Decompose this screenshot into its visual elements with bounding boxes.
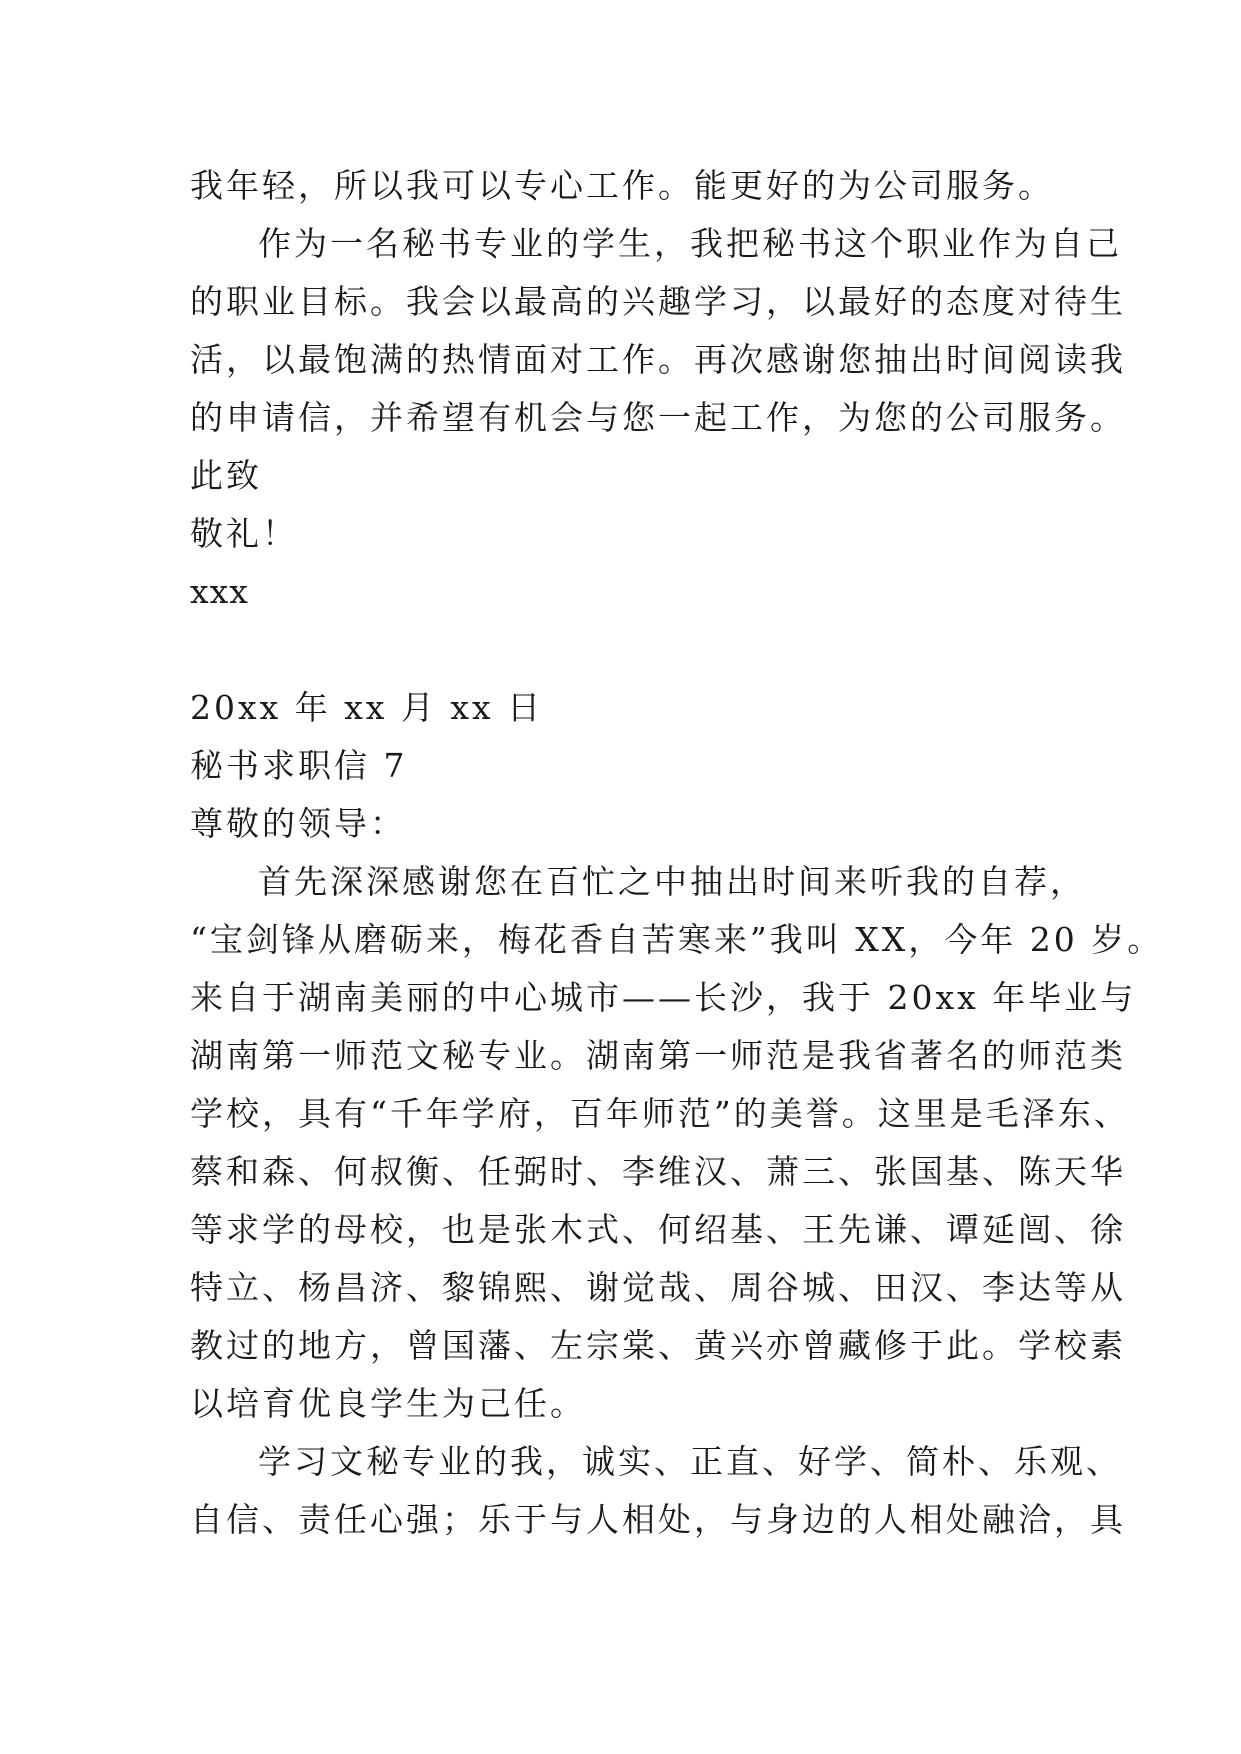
paragraph-line: 特立、杨昌济、黎锦熙、谢觉哉、周谷城、田汉、李达等从 [190, 1268, 1126, 1307]
paragraph-line: 学习文秘专业的我，诚实、正直、好学、简朴、乐观、 [258, 1442, 1122, 1481]
paragraph-line: 蔡和森、何叔衡、任弼时、李维汉、萧三、张国基、陈天华 [190, 1152, 1126, 1191]
paragraph-line: 我年轻，所以我可以专心工作。能更好的为公司服务。 [190, 166, 1054, 205]
paragraph-line: 活，以最饱满的热情面对工作。再次感谢您抽出时间阅读我 [190, 340, 1126, 379]
salutation: 尊敬的领导： [190, 804, 406, 843]
paragraph-line: 湖南第一师范文秘专业。湖南第一师范是我省著名的师范类 [190, 1036, 1126, 1075]
paragraph-line: 教过的地方，曾国藩、左宗棠、黄兴亦曾藏修于此。学校素 [190, 1326, 1126, 1365]
date-line: 20xx 年 xx 月 xx 日 [190, 688, 544, 727]
paragraph-line: 来自于湖南美丽的中心城市——长沙，我于 20xx 年毕业与 [190, 978, 1137, 1017]
paragraph-line: 等求学的母校，也是张木式、何绍基、王先谦、谭延闿、徐 [190, 1210, 1126, 1249]
paragraph-line: 的申请信，并希望有机会与您一起工作，为您的公司服务。 [190, 398, 1126, 437]
paragraph-line: 作为一名秘书专业的学生，我把秘书这个职业作为自己 [258, 224, 1122, 263]
paragraph-line: 的职业目标。我会以最高的兴趣学习，以最好的态度对待生 [190, 282, 1126, 321]
section-title: 秘书求职信 7 [190, 746, 408, 785]
paragraph-line: 以培育优良学生为己任。 [190, 1384, 586, 1423]
paragraph-line: “宝剑锋从磨砺来，梅花香自苦寒来”我叫 XX，今年 20 岁。 [190, 920, 1164, 959]
signature-name: xxx [190, 572, 249, 611]
closing-line: 此致 [190, 456, 262, 495]
paragraph-line: 首先深深感谢您在百忙之中抽出时间来听我的自荐， [258, 862, 1086, 901]
closing-salutation: 敬礼！ [190, 514, 298, 553]
paragraph-line: 学校，具有“千年学府，百年师范”的美誉。这里是毛泽东、 [190, 1094, 1130, 1133]
paragraph-line: 自信、责任心强；乐于与人相处，与身边的人相处融洽，具 [190, 1500, 1126, 1539]
